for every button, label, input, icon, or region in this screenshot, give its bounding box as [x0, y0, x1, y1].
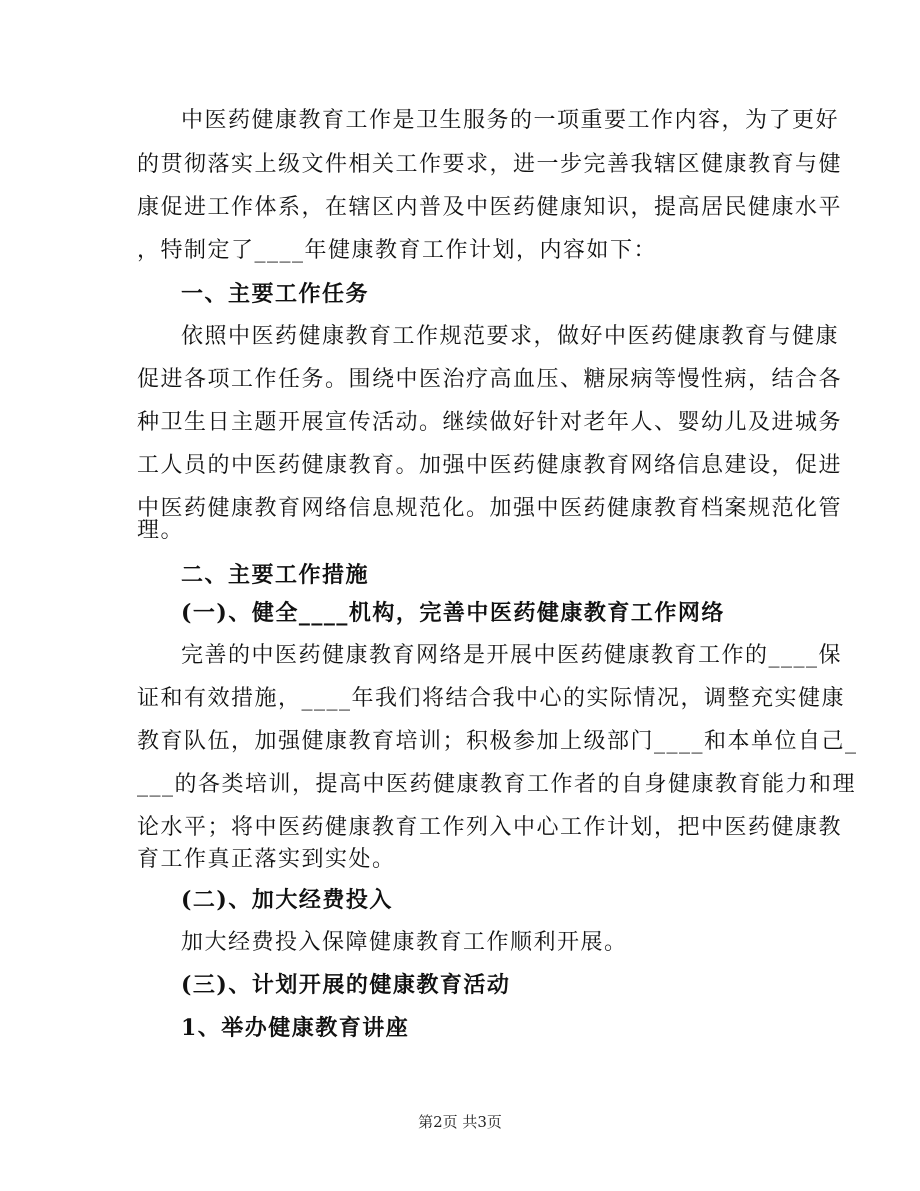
paragraph-line: 种卫生日主题开展宣传活动。继续做好针对老年人、婴幼儿及进城务	[137, 410, 843, 435]
page-footer: 第2页 共3页	[418, 1113, 502, 1131]
paragraph-line: 促进各项工作任务。围绕中医治疗高血压、糖尿病等慢性病，结合各	[137, 367, 843, 392]
paragraph-line: 工人员的中医药健康教育。加强中医药健康教育网络信息建设，促进	[137, 453, 843, 478]
paragraph-line: ___的各类培训，提高中医药健康教育工作者的自身健康教育能力和理	[137, 772, 857, 797]
paragraph-line: ，特制定了____年健康教育工作计划，内容如下：	[137, 238, 658, 263]
subheading-2: (二)、加大经费投入	[181, 887, 393, 913]
paragraph-line: 论水平；将中医药健康教育工作列入中心工作计划，把中医药健康教	[137, 815, 843, 840]
section-heading-2: 二、主要工作措施	[181, 562, 370, 588]
paragraph-line: 加大经费投入保障健康教育工作顺利开展。	[181, 930, 628, 955]
subheading-3: (三)、计划开展的健康教育活动	[181, 972, 511, 998]
subheading-4: 1、举办健康教育讲座	[181, 1015, 410, 1041]
paragraph-line: 理。	[137, 518, 185, 543]
paragraph-line: 证和有效措施，____年我们将结合我中心的实际情况，调整充实健康	[137, 686, 846, 711]
paragraph-line: 的贯彻落实上级文件相关工作要求，进一步完善我辖区健康教育与健	[137, 152, 843, 177]
paragraph-line: 教育队伍，加强健康教育培训；积极参加上级部门____和本单位自己_	[137, 729, 858, 754]
subheading-1: (一)、健全____机构，完善中医药健康教育工作网络	[181, 600, 725, 626]
paragraph-line: 育工作真正落实到实处。	[137, 847, 396, 872]
paragraph-line: 康促进工作体系，在辖区内普及中医药健康知识，提高居民健康水平	[137, 195, 843, 220]
paragraph-line: 完善的中医药健康教育网络是开展中医药健康教育工作的____保	[181, 643, 843, 668]
paragraph-line: 中医药健康教育工作是卫生服务的一项重要工作内容，为了更好	[181, 108, 840, 133]
paragraph-line: 中医药健康教育网络信息规范化。加强中医药健康教育档案规范化管	[137, 496, 843, 521]
paragraph-line: 依照中医药健康教育工作规范要求，做好中医药健康教育与健康	[181, 324, 840, 349]
section-heading-1: 一、主要工作任务	[181, 281, 370, 307]
